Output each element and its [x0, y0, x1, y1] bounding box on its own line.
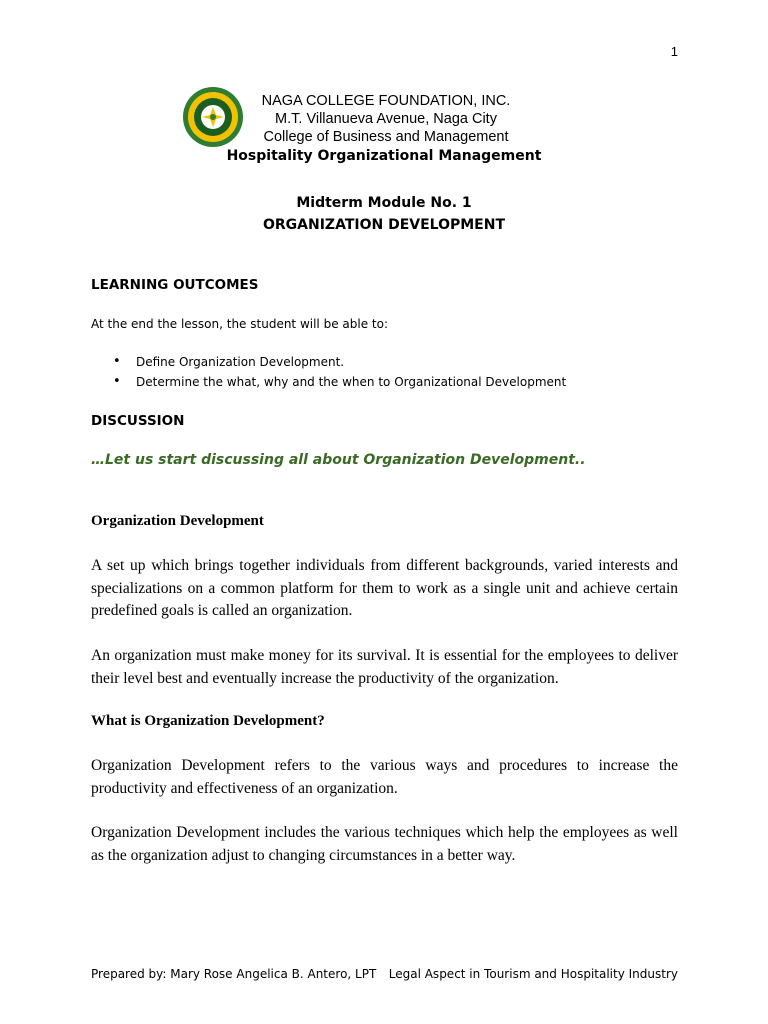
college-name: College of Business and Management: [263, 129, 509, 145]
institution-name: NAGA COLLEGE FOUNDATION, INC.: [261, 93, 511, 109]
footer-prepared-by: Prepared by: Mary Rose Angelica B. Antero, LPT: [91, 967, 377, 981]
learning-outcomes-list: [91, 352, 566, 392]
paragraph: Organization Development refers to the various ways and procedures to increase the productivity and effectiveness of an organization.: [91, 757, 678, 797]
college-seal-icon: [182, 86, 244, 148]
paragraph: An organization must make money for its survival. It is essential for the employees to deliver their level best and eventually increase the productivity of the organization.: [91, 647, 678, 687]
course-title: Hospitality Organizational Management: [226, 148, 542, 164]
module-number: Midterm Module No. 1: [296, 195, 472, 211]
list-item: • Define Organization Development.: [91, 352, 566, 372]
paragraph: A set up which brings together individuals from different backgrounds, varied interests and specializations on a common platform for them to work as a single unit and achieve certain predefined goals is called an organization.: [91, 557, 678, 619]
section-heading-organization-development: Organization Development: [91, 513, 264, 529]
list-item: • Determine the what, why and the when to Organizational Development: [91, 372, 566, 392]
section-heading-what-is-od: What is Organization Development?: [91, 713, 325, 729]
institution-address: M.T. Villanueva Avenue, Naga City: [275, 111, 497, 127]
paragraph: Organization Development includes the various techniques which help the employees as well as the organization adjust to changing circumstances in a better way.: [91, 824, 678, 864]
module-title-block: [0, 192, 768, 236]
page-number: 1: [670, 44, 678, 59]
learning-outcomes-intro: At the end the lesson, the student will be able to:: [91, 317, 388, 331]
discussion-lead-in: …Let us start discussing all about Organization Development..: [91, 452, 586, 468]
learning-outcomes-heading: LEARNING OUTCOMES: [91, 277, 259, 293]
module-title: ORGANIZATION DEVELOPMENT: [262, 217, 505, 233]
institution-header: [236, 92, 536, 146]
footer-subject: Legal Aspect in Tourism and Hospitality Industry: [388, 967, 678, 981]
discussion-heading: DISCUSSION: [91, 413, 185, 429]
